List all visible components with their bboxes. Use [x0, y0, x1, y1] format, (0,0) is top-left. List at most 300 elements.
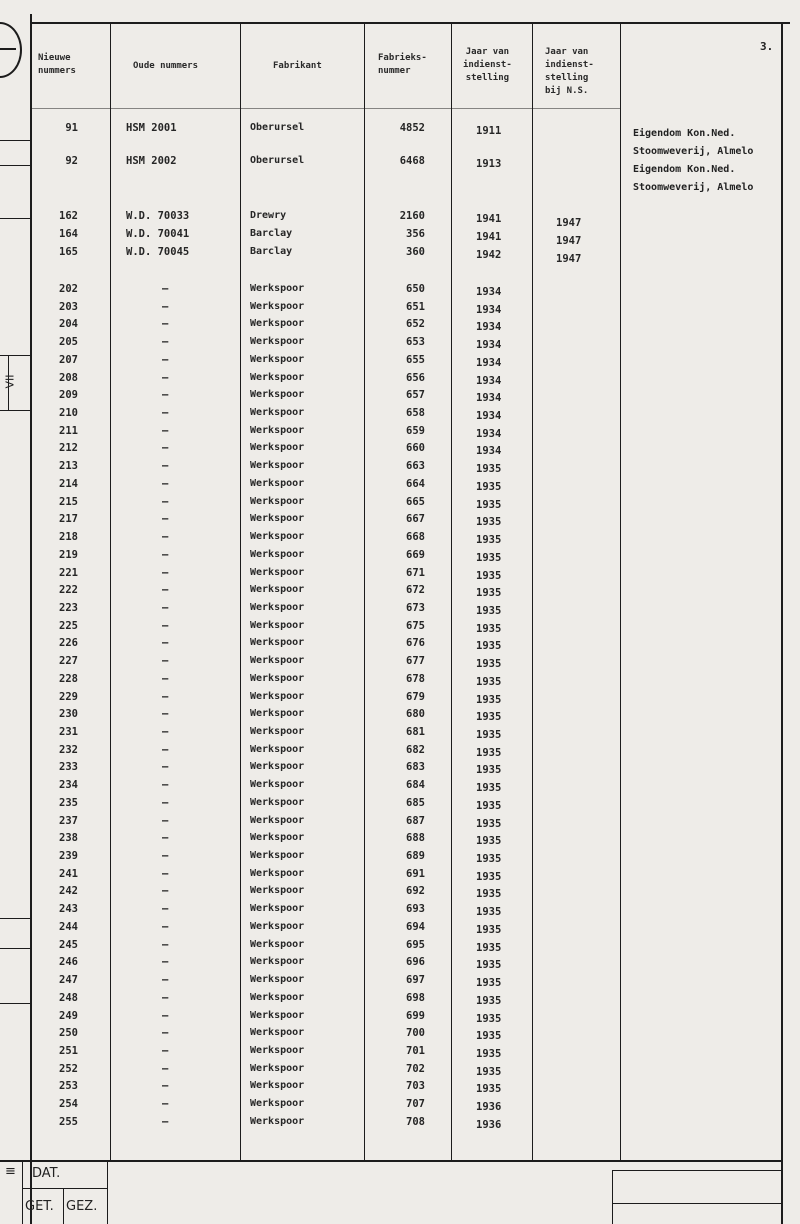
- old-number-cell: –: [162, 531, 169, 544]
- manufacturer-cell: Werkspoor: [250, 601, 305, 613]
- new-number-cell: 249: [59, 1009, 78, 1022]
- new-number-cell: 210: [59, 407, 78, 420]
- works-number-cell: 688: [406, 832, 425, 845]
- year-service-cell: 1935: [476, 640, 502, 653]
- old-number-cell: –: [162, 1009, 169, 1022]
- manufacturer-cell: Oberursel: [250, 155, 305, 166]
- manufacturer-cell: Werkspoor: [250, 991, 305, 1003]
- col-line-5: [532, 22, 533, 1160]
- manufacturer-cell: Werkspoor: [250, 743, 305, 755]
- works-number-cell: 693: [406, 903, 425, 916]
- new-number-cell: 219: [59, 548, 78, 561]
- year-service-cell: 1935: [476, 1065, 502, 1078]
- old-number-cell: –: [162, 300, 169, 313]
- old-number-cell: –: [162, 850, 169, 863]
- new-number-cell: 250: [59, 1027, 78, 1040]
- manufacturer-cell: Werkspoor: [250, 832, 305, 844]
- works-number-cell: 697: [406, 974, 425, 987]
- header-new-numbers: Nieuwe nummers: [38, 53, 76, 76]
- works-number-cell: 668: [406, 531, 425, 544]
- year-service-cell: 1935: [476, 835, 502, 848]
- old-number-cell: –: [162, 956, 169, 969]
- new-number-cell: 237: [59, 814, 78, 827]
- old-number-cell: –: [162, 796, 169, 809]
- works-number-cell: 677: [406, 655, 425, 668]
- new-number-cell: 234: [59, 779, 78, 792]
- year-service-cell: 1935: [476, 941, 502, 954]
- manufacturer-cell: Werkspoor: [250, 619, 305, 631]
- works-number-cell: 653: [406, 336, 425, 349]
- works-number-cell: 655: [406, 353, 425, 366]
- old-number-cell: –: [162, 672, 169, 685]
- new-number-cell: 233: [59, 761, 78, 774]
- header-old-numbers: Oude nummers: [133, 61, 199, 71]
- new-number-cell: 164: [59, 228, 78, 240]
- manufacturer-cell: Werkspoor: [250, 460, 305, 472]
- works-number-cell: 360: [406, 246, 425, 258]
- col-line-3: [364, 22, 365, 1160]
- year-service-cell: 1913: [476, 158, 502, 170]
- manufacturer-cell: Werkspoor: [250, 690, 305, 702]
- new-number-cell: 213: [59, 460, 78, 473]
- manufacturer-cell: Werkspoor: [250, 477, 305, 489]
- year-service-cell: 1935: [476, 604, 502, 617]
- manufacturer-cell: Werkspoor: [250, 708, 305, 720]
- new-number-cell: 162: [59, 210, 78, 222]
- old-number-cell: –: [162, 619, 169, 632]
- date-label: DAT.: [32, 1166, 61, 1181]
- works-number-cell: 663: [406, 460, 425, 473]
- works-number-cell: 356: [406, 228, 425, 240]
- year-service-cell: 1935: [476, 1030, 502, 1043]
- works-number-cell: 703: [406, 1080, 425, 1093]
- year-service-cell: 1935: [476, 1083, 502, 1096]
- year-service-cell: 1935: [476, 888, 502, 901]
- new-number-cell: 165: [59, 246, 78, 258]
- margin-line-e: [0, 410, 30, 411]
- frame-top: [30, 22, 790, 24]
- margin-line-b: [0, 165, 30, 166]
- new-number-cell: 205: [59, 336, 78, 349]
- works-number-cell: 656: [406, 371, 425, 384]
- year-service-cell: 1934: [476, 374, 502, 387]
- works-number-cell: 652: [406, 318, 425, 331]
- manufacturer-cell: Werkspoor: [250, 424, 305, 436]
- header-works-number: Fabrieks- nummer: [378, 53, 427, 76]
- new-number-cell: 251: [59, 1044, 78, 1057]
- manufacturer-cell: Werkspoor: [250, 353, 305, 365]
- note-line: Eigendom Kon.Ned.: [633, 164, 736, 175]
- manufacturer-cell: Werkspoor: [250, 336, 305, 348]
- new-number-cell: 222: [59, 584, 78, 597]
- year-service-cell: 1911: [476, 125, 502, 137]
- year-service-cell: 1934: [476, 410, 502, 423]
- col-line-1: [110, 22, 111, 1160]
- titleblock-right-rule: [612, 1170, 783, 1171]
- note-line: Eigendom Kon.Ned.: [633, 128, 736, 139]
- old-number-cell: –: [162, 761, 169, 774]
- new-number-cell: 217: [59, 513, 78, 526]
- old-number-cell: –: [162, 920, 169, 933]
- new-number-cell: 245: [59, 938, 78, 951]
- new-number-cell: 218: [59, 531, 78, 544]
- manufacturer-cell: Werkspoor: [250, 867, 305, 879]
- works-number-cell: 2160: [399, 210, 425, 222]
- manufacturer-cell: Werkspoor: [250, 1098, 305, 1110]
- checked-label: GET.: [25, 1199, 54, 1214]
- year-service-cell: 1935: [476, 906, 502, 919]
- new-number-cell: 212: [59, 442, 78, 455]
- old-number-cell: –: [162, 1080, 169, 1093]
- year-service-cell: 1935: [476, 498, 502, 511]
- new-number-cell: 202: [59, 283, 78, 295]
- manufacturer-cell: Werkspoor: [250, 389, 305, 401]
- titleblock-right-rule2: [612, 1203, 783, 1204]
- works-number-cell: 699: [406, 1009, 425, 1022]
- works-number-cell: 694: [406, 920, 425, 933]
- new-number-cell: 91: [65, 122, 78, 134]
- works-number-cell: 701: [406, 1044, 425, 1057]
- col-line-6: [620, 22, 621, 1160]
- works-number-cell: 667: [406, 513, 425, 526]
- manufacturer-cell: Werkspoor: [250, 1115, 305, 1127]
- works-number-cell: 692: [406, 885, 425, 898]
- year-service-cell: 1935: [476, 551, 502, 564]
- margin-line-d: [0, 355, 30, 356]
- manufacturer-cell: Werkspoor: [250, 956, 305, 968]
- col-line-2: [240, 22, 241, 1160]
- old-number-cell: –: [162, 655, 169, 668]
- manufacturer-cell: Werkspoor: [250, 885, 305, 897]
- works-number-cell: 660: [406, 442, 425, 455]
- works-number-cell: 685: [406, 796, 425, 809]
- year-service-cell: 1935: [476, 658, 502, 671]
- works-number-cell: 675: [406, 619, 425, 632]
- page-number: 3.: [760, 40, 774, 53]
- manufacturer-cell: Werkspoor: [250, 1027, 305, 1039]
- year-service-cell: 1935: [476, 534, 502, 547]
- old-number-cell: –: [162, 637, 169, 650]
- margin-roman-numeral: VII: [3, 374, 17, 389]
- works-number-cell: 679: [406, 690, 425, 703]
- new-number-cell: 246: [59, 956, 78, 969]
- works-number-cell: 680: [406, 708, 425, 721]
- new-number-cell: 223: [59, 601, 78, 614]
- new-number-cell: 253: [59, 1080, 78, 1093]
- old-number-cell: –: [162, 974, 169, 987]
- new-number-cell: 227: [59, 655, 78, 668]
- manufacturer-cell: Barclay: [250, 246, 293, 257]
- works-number-cell: 658: [406, 407, 425, 420]
- new-number-cell: 228: [59, 672, 78, 685]
- old-number-cell: –: [162, 584, 169, 597]
- year-service-cell: 1934: [476, 321, 502, 334]
- old-number-cell: –: [162, 690, 169, 703]
- triple-bar-icon: ≡: [5, 1164, 16, 1179]
- header-year-ns: Jaar van indienst- stelling bij N.S.: [545, 47, 594, 96]
- old-number-cell: –: [162, 460, 169, 473]
- year-service-cell: 1935: [476, 693, 502, 706]
- works-number-cell: 669: [406, 548, 425, 561]
- year-service-cell: 1935: [476, 587, 502, 600]
- works-number-cell: 672: [406, 584, 425, 597]
- margin-line-f: [0, 918, 30, 919]
- year-ns-cell: 1947: [556, 217, 582, 229]
- year-service-cell: 1942: [476, 249, 502, 261]
- manufacturer-cell: Werkspoor: [250, 283, 305, 294]
- old-number-cell: –: [162, 371, 169, 384]
- margin-line-g: [0, 948, 30, 949]
- works-number-cell: 665: [406, 495, 425, 508]
- works-number-cell: 651: [406, 300, 425, 313]
- manufacturer-cell: Werkspoor: [250, 300, 305, 312]
- new-number-cell: 229: [59, 690, 78, 703]
- old-number-cell: –: [162, 779, 169, 792]
- old-number-cell: –: [162, 336, 169, 349]
- year-service-cell: 1935: [476, 817, 502, 830]
- year-service-cell: 1934: [476, 392, 502, 405]
- old-number-cell: –: [162, 885, 169, 898]
- old-number-cell: –: [162, 442, 169, 455]
- year-service-cell: 1935: [476, 516, 502, 529]
- registration-circle-icon: [0, 22, 22, 78]
- old-number-cell: –: [162, 566, 169, 579]
- manufacturer-cell: Werkspoor: [250, 495, 305, 507]
- old-number-cell: W.D. 70045: [126, 246, 190, 258]
- manufacturer-cell: Werkspoor: [250, 318, 305, 330]
- titleblock-div2: [63, 1188, 64, 1224]
- year-ns-cell: 1947: [556, 235, 582, 247]
- new-number-cell: 243: [59, 903, 78, 916]
- works-number-cell: 657: [406, 389, 425, 402]
- works-number-cell: 708: [406, 1115, 425, 1128]
- year-service-cell: 1941: [476, 231, 502, 243]
- manufacturer-cell: Werkspoor: [250, 548, 305, 560]
- works-number-cell: 682: [406, 743, 425, 756]
- works-number-cell: 659: [406, 424, 425, 437]
- works-number-cell: 696: [406, 956, 425, 969]
- new-number-cell: 203: [59, 300, 78, 313]
- new-number-cell: 204: [59, 318, 78, 331]
- year-service-cell: 1935: [476, 923, 502, 936]
- works-number-cell: 671: [406, 566, 425, 579]
- year-service-cell: 1935: [476, 1047, 502, 1060]
- old-number-cell: –: [162, 938, 169, 951]
- old-number-cell: –: [162, 407, 169, 420]
- year-service-cell: 1936: [476, 1101, 502, 1114]
- old-number-cell: –: [162, 283, 169, 295]
- year-ns-cell: 1947: [556, 253, 582, 265]
- works-number-cell: 700: [406, 1027, 425, 1040]
- manufacturer-cell: Werkspoor: [250, 903, 305, 915]
- year-service-cell: 1934: [476, 445, 502, 458]
- old-number-cell: –: [162, 743, 169, 756]
- year-service-cell: 1935: [476, 746, 502, 759]
- works-number-cell: 678: [406, 672, 425, 685]
- new-number-cell: 221: [59, 566, 78, 579]
- old-number-cell: W.D. 70041: [126, 228, 190, 240]
- old-number-cell: –: [162, 513, 169, 526]
- year-service-cell: 1935: [476, 675, 502, 688]
- note-line: Stoomweverij, Almelo: [633, 146, 754, 157]
- old-number-cell: W.D. 70033: [126, 210, 190, 222]
- manufacturer-cell: Werkspoor: [250, 1080, 305, 1092]
- col-line-4: [451, 22, 452, 1160]
- old-number-cell: –: [162, 832, 169, 845]
- old-number-cell: –: [162, 867, 169, 880]
- manufacturer-cell: Werkspoor: [250, 566, 305, 578]
- frame-left: [30, 14, 32, 1224]
- new-number-cell: 239: [59, 850, 78, 863]
- manufacturer-cell: Werkspoor: [250, 850, 305, 862]
- manufacturer-cell: Werkspoor: [250, 655, 305, 667]
- titleblock-top: [0, 1160, 783, 1162]
- year-service-cell: 1934: [476, 427, 502, 440]
- year-service-cell: 1934: [476, 356, 502, 369]
- works-number-cell: 698: [406, 991, 425, 1004]
- old-number-cell: –: [162, 903, 169, 916]
- year-service-cell: 1941: [476, 213, 502, 225]
- manufacturer-cell: Barclay: [250, 228, 293, 239]
- ownership-notes: [633, 125, 753, 197]
- new-number-cell: 244: [59, 920, 78, 933]
- titleblock-div3: [107, 1160, 108, 1224]
- works-number-cell: 6468: [399, 155, 425, 167]
- manufacturer-cell: Werkspoor: [250, 920, 305, 932]
- manufacturer-cell: Werkspoor: [250, 1062, 305, 1074]
- old-number-cell: –: [162, 548, 169, 561]
- works-number-cell: 4852: [399, 122, 425, 134]
- year-service-cell: 1935: [476, 959, 502, 972]
- old-number-cell: –: [162, 318, 169, 331]
- manufacturer-cell: Werkspoor: [250, 672, 305, 684]
- new-number-cell: 231: [59, 726, 78, 738]
- new-number-cell: 254: [59, 1098, 78, 1111]
- manufacturer-cell: Werkspoor: [250, 761, 305, 773]
- titleblock-div1: [22, 1160, 23, 1224]
- manufacturer-cell: Werkspoor: [250, 513, 305, 525]
- works-number-cell: 702: [406, 1062, 425, 1075]
- year-service-cell: 1935: [476, 569, 502, 582]
- margin-line-h: [0, 1003, 30, 1004]
- old-number-cell: –: [162, 1062, 169, 1075]
- new-number-cell: 238: [59, 832, 78, 845]
- new-number-cell: 226: [59, 637, 78, 650]
- year-service-cell: 1935: [476, 799, 502, 812]
- manufacturer-cell: Werkspoor: [250, 938, 305, 950]
- works-number-cell: 684: [406, 779, 425, 792]
- manufacturer-cell: Werkspoor: [250, 796, 305, 808]
- year-service-cell: 1934: [476, 339, 502, 352]
- manufacturer-cell: Werkspoor: [250, 531, 305, 543]
- old-number-cell: HSM 2001: [126, 122, 177, 134]
- works-number-cell: 689: [406, 850, 425, 863]
- new-number-cell: 208: [59, 371, 78, 384]
- old-number-cell: –: [162, 1115, 169, 1128]
- old-number-cell: –: [162, 1044, 169, 1057]
- new-number-cell: 214: [59, 477, 78, 490]
- new-number-cell: 232: [59, 743, 78, 756]
- old-number-cell: –: [162, 1098, 169, 1111]
- manufacturer-cell: Drewry: [250, 210, 287, 221]
- old-number-cell: –: [162, 495, 169, 508]
- margin-line-c: [0, 218, 30, 219]
- year-service-cell: 1935: [476, 480, 502, 493]
- year-service-cell: 1935: [476, 870, 502, 883]
- year-service-cell: 1935: [476, 977, 502, 990]
- works-number-cell: 681: [406, 726, 425, 738]
- note-line: Stoomweverij, Almelo: [633, 182, 754, 193]
- new-number-cell: 209: [59, 389, 78, 402]
- manufacturer-cell: Werkspoor: [250, 1044, 305, 1056]
- titleblock-div4: [612, 1170, 613, 1224]
- frame-right: [781, 22, 783, 1224]
- old-number-cell: –: [162, 389, 169, 402]
- new-number-cell: 248: [59, 991, 78, 1004]
- old-number-cell: –: [162, 708, 169, 721]
- new-number-cell: 242: [59, 885, 78, 898]
- new-number-cell: 255: [59, 1115, 78, 1128]
- manufacturer-cell: Werkspoor: [250, 371, 305, 383]
- manufacturer-cell: Werkspoor: [250, 442, 305, 454]
- old-number-cell: –: [162, 1027, 169, 1040]
- works-number-cell: 664: [406, 477, 425, 490]
- year-service-cell: 1934: [476, 286, 502, 298]
- year-service-cell: 1935: [476, 729, 502, 741]
- new-number-cell: 211: [59, 424, 78, 437]
- registration-crossbar: [0, 48, 16, 50]
- new-number-cell: 241: [59, 867, 78, 880]
- year-service-cell: 1935: [476, 764, 502, 777]
- works-number-cell: 687: [406, 814, 425, 827]
- new-number-cell: 215: [59, 495, 78, 508]
- works-number-cell: 707: [406, 1098, 425, 1111]
- manufacturer-cell: Oberursel: [250, 122, 305, 133]
- old-number-cell: –: [162, 424, 169, 437]
- manufacturer-cell: Werkspoor: [250, 407, 305, 419]
- year-service-cell: 1935: [476, 994, 502, 1007]
- year-service-cell: 1934: [476, 303, 502, 316]
- year-service-cell: 1935: [476, 711, 502, 724]
- old-number-cell: HSM 2002: [126, 155, 177, 167]
- manufacturer-cell: Werkspoor: [250, 779, 305, 791]
- manufacturer-cell: Werkspoor: [250, 1009, 305, 1021]
- old-number-cell: –: [162, 353, 169, 366]
- new-number-cell: 230: [59, 708, 78, 721]
- manufacturer-cell: Werkspoor: [250, 584, 305, 596]
- manufacturer-cell: Werkspoor: [250, 726, 305, 737]
- works-number-cell: 673: [406, 601, 425, 614]
- new-number-cell: 225: [59, 619, 78, 632]
- old-number-cell: –: [162, 477, 169, 490]
- works-number-cell: 691: [406, 867, 425, 880]
- manufacturer-cell: Werkspoor: [250, 814, 305, 826]
- year-service-cell: 1935: [476, 853, 502, 866]
- old-number-cell: –: [162, 991, 169, 1004]
- year-service-cell: 1935: [476, 782, 502, 795]
- header-manufacturer: Fabrikant: [273, 61, 322, 71]
- manufacturer-cell: Werkspoor: [250, 974, 305, 986]
- works-number-cell: 676: [406, 637, 425, 650]
- new-number-cell: 207: [59, 353, 78, 366]
- manufacturer-cell: Werkspoor: [250, 637, 305, 649]
- new-number-cell: 92: [65, 155, 78, 167]
- new-number-cell: 235: [59, 796, 78, 809]
- works-number-cell: 695: [406, 938, 425, 951]
- year-service-cell: 1935: [476, 463, 502, 476]
- new-number-cell: 247: [59, 974, 78, 987]
- new-number-cell: 252: [59, 1062, 78, 1075]
